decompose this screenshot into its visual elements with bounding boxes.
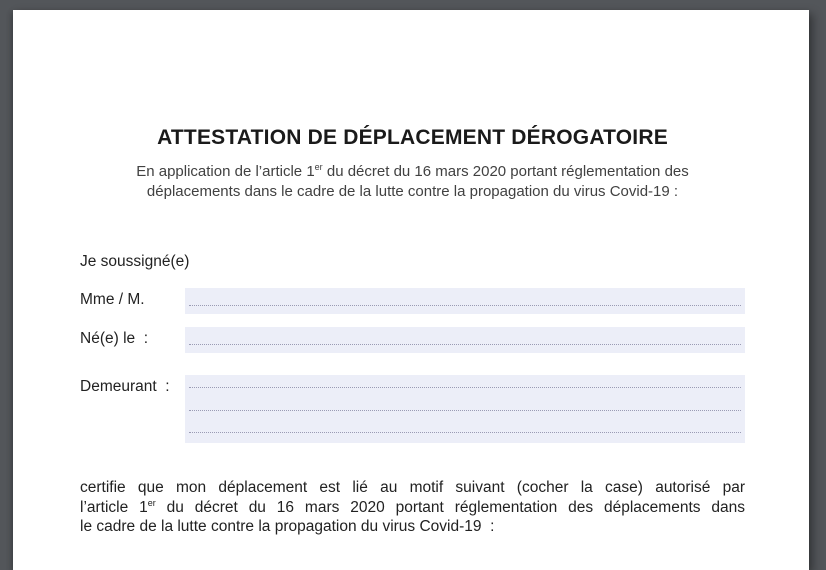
field-row-address [80,375,745,443]
certify-line3: le cadre de la lutte contre la propagation du virus Covid-19 : [80,518,495,535]
dotted-line [189,387,741,388]
dotted-line [189,305,741,306]
document-page [13,10,809,570]
subtitle-line1-pre: En application de l’article 1 [136,163,315,180]
subtitle-line1-post: du décret du 16 mars 2020 portant réglementation des [322,163,689,180]
field-label-birth-date: Né(e) le : [80,330,149,347]
document-title: ATTESTATION DE DÉPLACEMENT DÉROGATOIRE [157,126,668,149]
birth-date-input[interactable] [185,327,745,353]
certify-line2-post: du décret du 16 mars 2020 portant réglementation des déplacements dans [155,498,745,516]
dotted-line [189,432,741,433]
dotted-line [189,410,741,411]
intro-label: Je soussigné(e) [80,253,190,270]
certify-line2 [80,498,745,518]
document-subtitle [80,162,745,202]
document-content [13,10,809,537]
certify-paragraph [80,478,745,537]
subtitle-superscript: er [314,162,323,172]
field-row-civility-name [80,288,745,314]
civility-name-input[interactable] [185,288,745,314]
certify-superscript: er [147,497,156,508]
field-label-address: Demeurant : [80,378,170,395]
subtitle-line2: déplacements dans le cadre de la lutte contre la propagation du virus Covid-19 : [146,183,679,200]
field-label-civility-name: Mme / M. [80,291,145,308]
field-row-birth-date [80,327,745,353]
address-input[interactable] [185,375,745,443]
certify-line1: certifie que mon déplacement est lié au motif suivant (cocher la case) autorisé par [80,479,745,496]
dotted-line [189,344,741,345]
certify-line2-pre: l’article 1 [80,498,148,516]
